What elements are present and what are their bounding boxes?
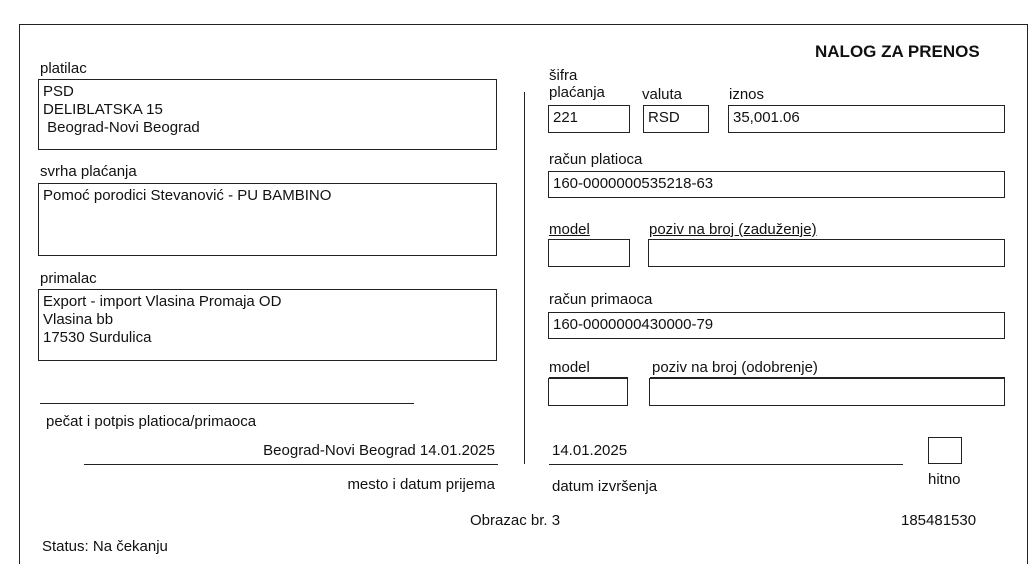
currency-field[interactable] <box>643 105 709 133</box>
currency-label: valuta <box>642 86 683 103</box>
ref-credit-field[interactable] <box>649 378 1005 406</box>
purpose-value: Pomoć porodici Stevanović - PU BAMBINO <box>43 187 332 204</box>
recipient-label: primalac <box>40 270 97 287</box>
exec-date-value: 14.01.2025 <box>552 442 628 459</box>
recipient-box[interactable] <box>38 289 497 361</box>
model-label-credit: model <box>549 359 590 376</box>
payer-box[interactable] <box>38 79 497 150</box>
payment-code-field[interactable] <box>548 105 630 133</box>
form-divider <box>524 92 525 464</box>
urgent-checkbox[interactable] <box>928 437 962 464</box>
place-date-label: mesto i datum prijema <box>347 476 495 493</box>
amount-field[interactable] <box>728 105 1005 133</box>
recipient-value <box>43 293 281 347</box>
model-field-credit[interactable] <box>548 378 628 406</box>
form-title: NALOG ZA PRENOS <box>815 42 980 61</box>
payer-line: DELIBLATSKA 15 <box>43 101 163 118</box>
currency-value: RSD <box>648 109 680 126</box>
place-date-value: Beograd-Novi Beograd 14.01.2025 <box>263 442 495 459</box>
ref-debit-label: poziv na broj (zaduženje) <box>649 221 817 238</box>
signature-line <box>40 403 414 404</box>
status-text: Status: Na čekanju <box>42 538 168 555</box>
payment-code-value: 221 <box>553 109 579 126</box>
form-number: Obrazac br. 3 <box>470 512 561 529</box>
place-date-line <box>84 464 498 465</box>
urgent-label: hitno <box>928 471 961 488</box>
amount-value: 35,001.06 <box>733 109 800 126</box>
recipient-line: 17530 Surdulica <box>43 329 152 346</box>
payer-label: platilac <box>40 60 87 77</box>
recipient-account-label: račun primaoca <box>549 291 653 308</box>
recipient-account-field[interactable] <box>548 312 1005 339</box>
payer-line: Beograd-Novi Beograd <box>43 119 200 136</box>
recipient-line: Export - import Vlasina Promaja OD <box>43 293 282 310</box>
model-label-debit: model <box>549 221 590 238</box>
stamp-label: pečat i potpis platioca/primaoca <box>46 413 257 430</box>
purpose-label: svrha plaćanja <box>40 163 137 180</box>
payer-value <box>43 83 200 137</box>
code-label-line1: šifra <box>549 67 578 84</box>
exec-date-line <box>549 464 903 465</box>
ref-debit-field[interactable] <box>648 239 1005 267</box>
document-number: 185481530 <box>901 512 977 529</box>
recipient-account-value: 160-0000000430000-79 <box>553 316 714 333</box>
payer-account-field[interactable] <box>548 171 1005 198</box>
exec-date-label: datum izvršenja <box>552 478 658 495</box>
amount-label: iznos <box>729 86 765 103</box>
purpose-box[interactable] <box>38 183 497 256</box>
code-label-line2: plaćanja <box>549 84 605 101</box>
payer-line: PSD <box>43 83 74 100</box>
payer-account-value: 160-0000000535218-63 <box>553 175 714 192</box>
recipient-line: Vlasina bb <box>43 311 114 328</box>
ref-credit-label: poziv na broj (odobrenje) <box>652 359 818 376</box>
payer-account-label: račun platioca <box>549 151 643 168</box>
model-field-debit[interactable] <box>548 239 630 267</box>
